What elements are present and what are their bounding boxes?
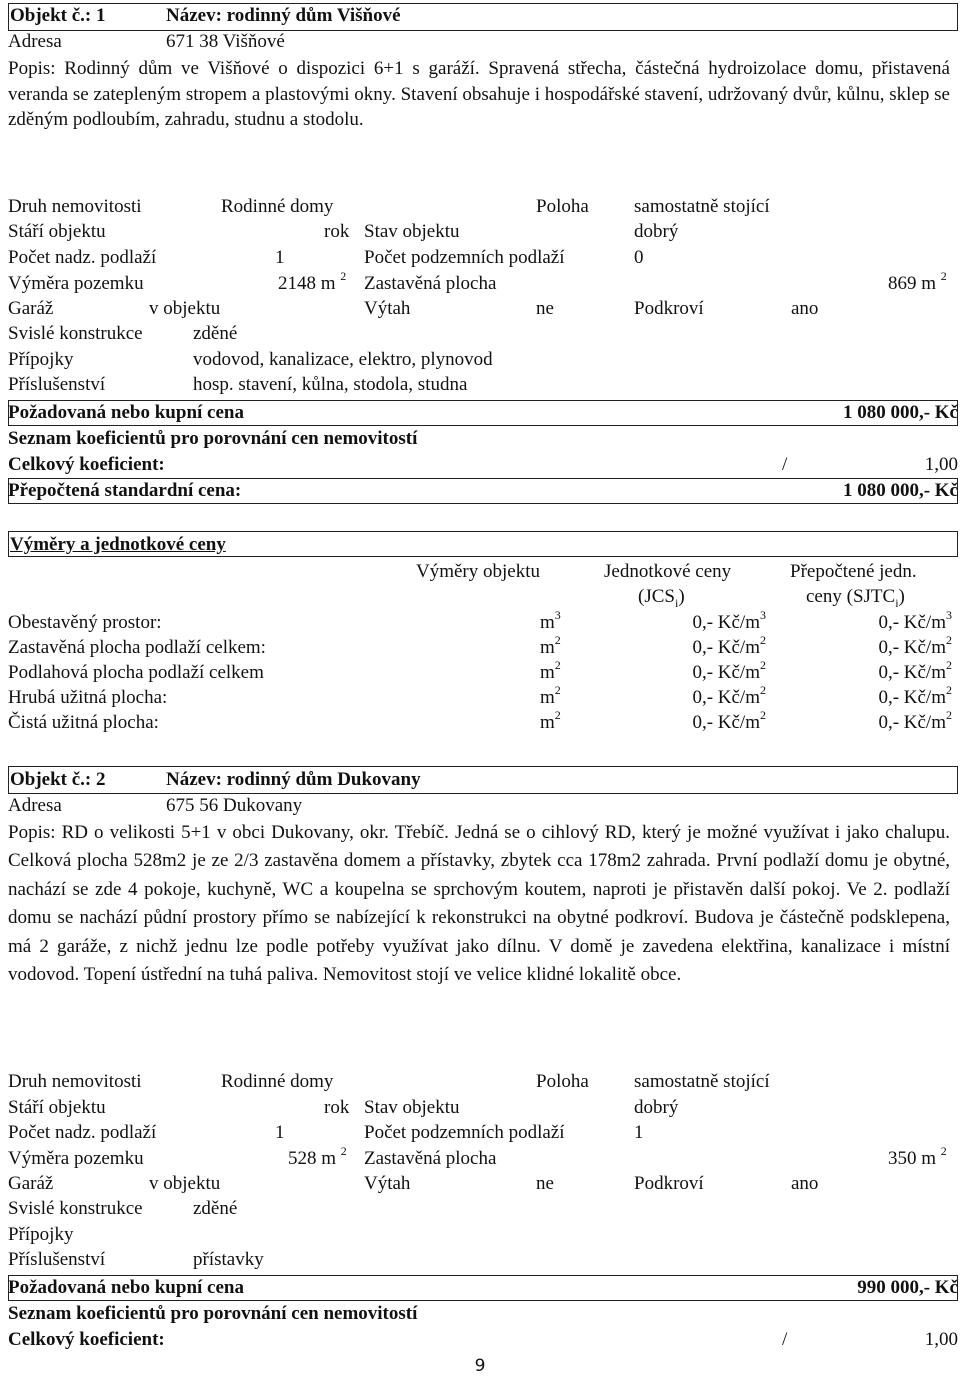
o2-koef: 1,00 — [924, 1329, 958, 1350]
o2-poloha: samostatně stojící — [634, 1071, 770, 1092]
o2-podlazi: 1 — [275, 1122, 285, 1143]
o2-stari-label: Stáří objektu — [8, 1097, 106, 1118]
o1-cena: 1 080 000,- Kč — [842, 402, 958, 423]
o1-podkrovi-label: Podkroví — [634, 298, 704, 319]
objekt1-adresa-label: Adresa — [8, 31, 62, 52]
o2-podkrovi: ano — [791, 1173, 819, 1194]
o1-prepoctena: 1 080 000,- Kč — [842, 480, 958, 501]
vymery-col1: Výměry objektu — [416, 561, 541, 582]
o2-vymera-label: Výměra pozemku — [8, 1148, 144, 1169]
o2-zastavena-label: Zastavěná plocha — [364, 1148, 497, 1169]
o1-stari-label: Stáří objektu — [8, 221, 106, 242]
o2-druh: Rodinné domy — [221, 1071, 334, 1092]
o2-cena-label: Požadovaná nebo kupní cena — [8, 1277, 244, 1298]
o2-podkrovi-label: Podkroví — [634, 1173, 704, 1194]
o2-garaz-label: Garáž — [8, 1173, 54, 1194]
o2-stari-unit: rok — [324, 1097, 350, 1118]
o1-koef: 1,00 — [924, 454, 958, 475]
o2-vytah: ne — [536, 1173, 554, 1194]
o2-druh-label: Druh nemovitosti — [8, 1071, 142, 1092]
vymery-title: Výměry a jednotkové ceny — [10, 534, 226, 555]
o2-koef-label: Celkový koeficient: — [8, 1329, 165, 1350]
o2-vytah-label: Výtah — [364, 1173, 411, 1194]
o2-prislusenstvi-label: Příslušenství — [8, 1249, 106, 1270]
page-number: 9 — [474, 1356, 486, 1376]
o2-koef-sep: / — [782, 1329, 788, 1350]
o1-koef-label: Celkový koeficient: — [8, 454, 165, 475]
objekt2-header-box — [8, 766, 958, 794]
vymery-col3b: ceny $(SJTC_i)$ — [806, 586, 905, 610]
o1-pripojky-label: Přípojky — [8, 349, 74, 370]
vymery-col2a: Jednotkové ceny — [604, 561, 732, 582]
o1-podlazi-label: Počet nadz. podlaží — [8, 247, 157, 268]
o1-vymera: 2148 m $^2$ — [278, 268, 347, 294]
o2-pripojky-label: Přípojky — [8, 1224, 74, 1245]
vymery-col2b: $(JCS_i)$ — [638, 586, 685, 610]
o1-cena-label: Požadovaná nebo kupní cena — [8, 402, 244, 423]
o1-prislusenstvi-label: Příslušenství — [8, 374, 106, 395]
o1-podkrovi: ano — [791, 298, 819, 319]
o1-zastavena: 869 m $^2$ — [888, 268, 947, 294]
objekt1-number: Objekt č.: 1 — [10, 5, 106, 26]
o1-druh-label: Druh nemovitosti — [8, 196, 142, 217]
o2-svisle: zděné — [193, 1198, 238, 1219]
o2-stav-label: Stav objektu — [364, 1097, 460, 1118]
objekt1-title: Název: rodinný dům Višňové — [166, 5, 401, 26]
o2-prislusenstvi: přístavky — [193, 1249, 264, 1270]
objekt2-number: Objekt č.: 2 — [10, 769, 106, 790]
o1-prislusenstvi: hosp. stavení, kůlna, stodola, studna — [193, 374, 468, 395]
o1-poloha: samostatně stojící — [634, 196, 770, 217]
objekt1-adresa: 671 38 Višňové — [166, 31, 285, 52]
o1-stari-unit: rok — [324, 221, 350, 242]
vymery-col3a: Přepočtené jedn. — [790, 561, 917, 582]
o1-podzemni-label: Počet podzemních podlaží — [364, 247, 565, 268]
o2-podlazi-label: Počet nadz. podlaží — [8, 1122, 157, 1143]
o1-vytah-label: Výtah — [364, 298, 411, 319]
o1-pripojky: vodovod, kanalizace, elektro, plynovod — [193, 349, 493, 370]
o2-podzemni-label: Počet podzemních podlaží — [364, 1122, 565, 1143]
objekt2-title: Název: rodinný dům Dukovany — [166, 769, 421, 790]
o2-cena: 990 000,- Kč — [857, 1277, 958, 1298]
o2-stav: dobrý — [634, 1097, 679, 1118]
o1-svisle-label: Svislé konstrukce — [8, 323, 143, 344]
o1-vymera-label: Výměra pozemku — [8, 273, 144, 294]
o1-svisle: zděné — [193, 323, 238, 344]
o1-druh: Rodinné domy — [221, 196, 334, 217]
o1-prepoctena-label: Přepočtená standardní cena: — [8, 480, 242, 501]
objekt2-adresa-label: Adresa — [8, 795, 62, 816]
o2-poloha-label: Poloha — [536, 1071, 589, 1092]
o1-stav-label: Stav objektu — [364, 221, 460, 242]
o2-vymera: 528 m $^2$ — [288, 1143, 347, 1169]
o2-garaz: v objektu — [149, 1173, 221, 1194]
o1-vytah: ne — [536, 298, 554, 319]
o1-stav: dobrý — [634, 221, 679, 242]
objekt1-header-box — [8, 3, 958, 31]
o2-zastavena: 350 m $^2$ — [888, 1143, 947, 1169]
o2-svisle-label: Svislé konstrukce — [8, 1198, 143, 1219]
objekt2-popis: Popis: RD o velikosti 5+1 v obci Dukovany, okr. Třebíč. Jedná se o cihlový RD, který je možné využívat i jako chalupu. Celková plocha 528m2 je ze 2/3 zastavěna domem a přístavky, zbytek cca 178m2 zahrada. První podlaží domu je obytné, nachází se zde 4 pokoje, kuchyně, WC a koupelna se sprchovým koutem, naproti je přistavěn další pokoj. Ve 2. podlaží domu se nachází půdní prostory přímo se nabízející k rekonstrukci na obytné podkroví. Budova je částečně podsklepena, má 2 garáže, z nichž jednu lze podle potřeby využívat jako dílnu. V domě je zavedena elektřina, kanalizace i místní vodovod. Topení ústřední na tuhá paliva. Nemovitost stojí ve velice klidné lokalitě obce. — [8, 822, 950, 986]
o1-seznam-label: Seznam koeficientů pro porovnání cen nemovitostí — [8, 428, 418, 449]
o2-podzemni: 1 — [634, 1122, 644, 1143]
o2-seznam-label: Seznam koeficientů pro porovnání cen nemovitostí — [8, 1303, 418, 1324]
o1-podzemni: 0 — [634, 247, 644, 268]
o1-koef-sep: / — [782, 454, 788, 475]
objekt1-popis: Popis: Rodinný dům ve Višňové o dispozici 6+1 s garáží. Spravená střecha, částečná hydroizolace domu, přistavená veranda se zatepleným stropem a plastovými okny. Stavení obsahuje i hospodářské stavení, udržovaný dvůr, kůlnu, sklep se zděným podloubím, zahradu, studnu a stodolu. — [8, 58, 950, 130]
o1-zastavena-label: Zastavěná plocha — [364, 273, 497, 294]
o1-podlazi: 1 — [275, 247, 285, 268]
o1-garaz: v objektu — [149, 298, 221, 319]
objekt2-adresa: 675 56 Dukovany — [166, 795, 303, 816]
o1-garaz-label: Garáž — [8, 298, 54, 319]
o1-poloha-label: Poloha — [536, 196, 589, 217]
